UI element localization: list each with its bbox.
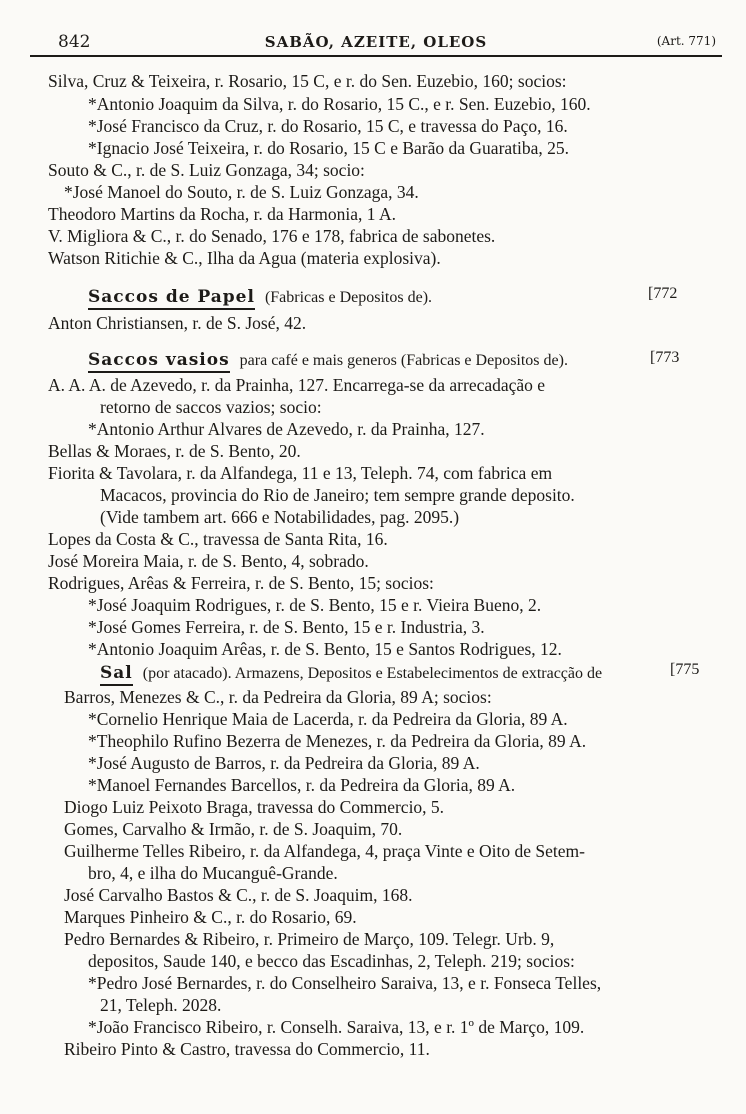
entry-line: bro, 4, e ilha do Mucanguê-Grande. (88, 863, 338, 883)
entry-line: *Antonio Joaquim da Silva, r. do Rosario, 15 C., e r. Sen. Euzebio, 160. (88, 94, 591, 114)
entry-line: *Ignacio José Teixeira, r. do Rosario, 15 C e Barão da Guaratiba, 25. (88, 138, 570, 158)
entry-line: *José Gomes Ferreira, r. de S. Bento, 15 e r. Industria, 3. (88, 617, 485, 637)
section-heading-sal (100, 663, 602, 683)
section-title: Saccos vasios (88, 350, 230, 373)
entry-line: Marques Pinheiro & C., r. do Rosario, 69. (64, 907, 357, 927)
entry-line: *Cornelio Henrique Maia de Lacerda, r. da Pedreira da Gloria, 89 A. (88, 709, 568, 729)
entry-line: Theodoro Martins da Rocha, r. da Harmonia, 1 A. (48, 204, 396, 224)
entry-line: Ribeiro Pinto & Castro, travessa do Commercio, 11. (64, 1039, 430, 1059)
entry-line: Souto & C., r. de S. Luiz Gonzaga, 34; socio: (48, 160, 365, 180)
running-title: SABÃO, AZEITE, OLEOS (264, 33, 488, 51)
entry-line: Gomes, Carvalho & Irmão, r. de S. Joaquim, 70. (64, 819, 403, 839)
entry-line: Bellas & Moraes, r. de S. Bento, 20. (48, 441, 301, 461)
entry-line: Guilherme Telles Ribeiro, r. da Alfandega, 4, praça Vinte e Oito de Setem- (64, 841, 585, 861)
section-title: Sal (100, 663, 133, 686)
entry-line: Macacos, provincia do Rio de Janeiro; tem sempre grande deposito. (100, 485, 575, 505)
entry-line: *Antonio Joaquim Arêas, r. de S. Bento, 15 e Santos Rodrigues, 12. (88, 639, 562, 659)
entry-line: depositos, Saude 140, e becco das Escadinhas, 2, Teleph. 219; socios: (88, 951, 575, 971)
entry-line: Rodrigues, Arêas & Ferreira, r. de S. Bento, 15; socios: (48, 573, 434, 593)
entry-line: *José Francisco da Cruz, r. do Rosario, 15 C, e travessa do Paço, 16. (88, 116, 568, 136)
entry-line: Watson Ritichie & C., Ilha da Agua (materia explosiva). (48, 248, 441, 268)
page-header (30, 28, 722, 56)
section-ref: [773 (650, 349, 680, 366)
entry-line: Lopes da Costa & C., travessa de Santa Rita, 16. (48, 529, 388, 549)
entry-line: *João Francisco Ribeiro, r. Conselh. Saraiva, 13, e r. 1º de Março, 109. (88, 1017, 585, 1037)
entry-line: V. Migliora & C., r. do Senado, 176 e 178, fabrica de sabonetes. (48, 226, 496, 246)
entry-line: 21, Teleph. 2028. (100, 995, 222, 1015)
section-ref: [775 (670, 661, 700, 678)
entry-line: *Theophilo Rufino Bezerra de Menezes, r. da Pedreira da Gloria, 89 A. (88, 731, 587, 751)
entry-line: *Pedro José Bernardes, r. do Conselheiro Saraiva, 13, e r. Fonseca Telles, (88, 973, 602, 993)
entry-line: *José Augusto de Barros, r. da Pedreira da Gloria, 89 A. (88, 753, 480, 773)
section-ref: [772 (648, 285, 678, 302)
section-title: Saccos de Papel (88, 287, 255, 310)
entry-line: *José Manoel do Souto, r. de S. Luiz Gonzaga, 34. (64, 182, 419, 202)
article-reference: (Art. 771) (656, 34, 716, 48)
entry-line: Barros, Menezes & C., r. da Pedreira da Gloria, 89 A; socios: (64, 687, 492, 707)
entry-line: Pedro Bernardes & Ribeiro, r. Primeiro de Março, 109. Telegr. Urb. 9, (64, 929, 555, 949)
entry-line: *Manoel Fernandes Barcellos, r. da Pedreira da Gloria, 89 A. (88, 775, 516, 795)
entry-line: Silva, Cruz & Teixeira, r. Rosario, 15 C, e r. do Sen. Euzebio, 160; socios: (48, 71, 567, 91)
entry-line: Diogo Luiz Peixoto Braga, travessa do Commercio, 5. (64, 797, 445, 817)
entry-line: A. A. A. de Azevedo, r. da Prainha, 127. Encarrega-se da arrecadação e (48, 375, 546, 395)
entry-line: *Antonio Arthur Alvares de Azevedo, r. da Prainha, 127. (88, 419, 485, 439)
entry-line: (Vide tambem art. 666 e Notabilidades, pag. 2095.) (100, 507, 460, 527)
section-heading-saccos-vasios (88, 350, 568, 370)
entry-line: José Carvalho Bastos & C., r. de S. Joaquim, 168. (64, 885, 413, 905)
section-subtitle: (por atacado). Armazens, Depositos e Estabelecimentos de extracção de (142, 665, 603, 682)
page-number: 842 (58, 32, 91, 52)
entry-line: José Moreira Maia, r. de S. Bento, 4, sobrado. (48, 551, 369, 571)
section-subtitle: (Fabricas e Depositos de). (264, 289, 433, 306)
section-subtitle: para café e mais generos (Fabricas e Depositos de). (239, 352, 568, 369)
entry-line: *José Joaquim Rodrigues, r. de S. Bento, 15 e r. Vieira Bueno, 2. (88, 595, 542, 615)
section-heading-saccos-papel (88, 287, 432, 307)
header-rule (30, 55, 722, 57)
entry-line: Fiorita & Tavolara, r. da Alfandega, 11 e 13, Teleph. 74, com fabrica em (48, 463, 553, 483)
entry-line: retorno de saccos vazios; socio: (100, 397, 322, 417)
entry-line: Anton Christiansen, r. de S. José, 42. (48, 313, 307, 333)
